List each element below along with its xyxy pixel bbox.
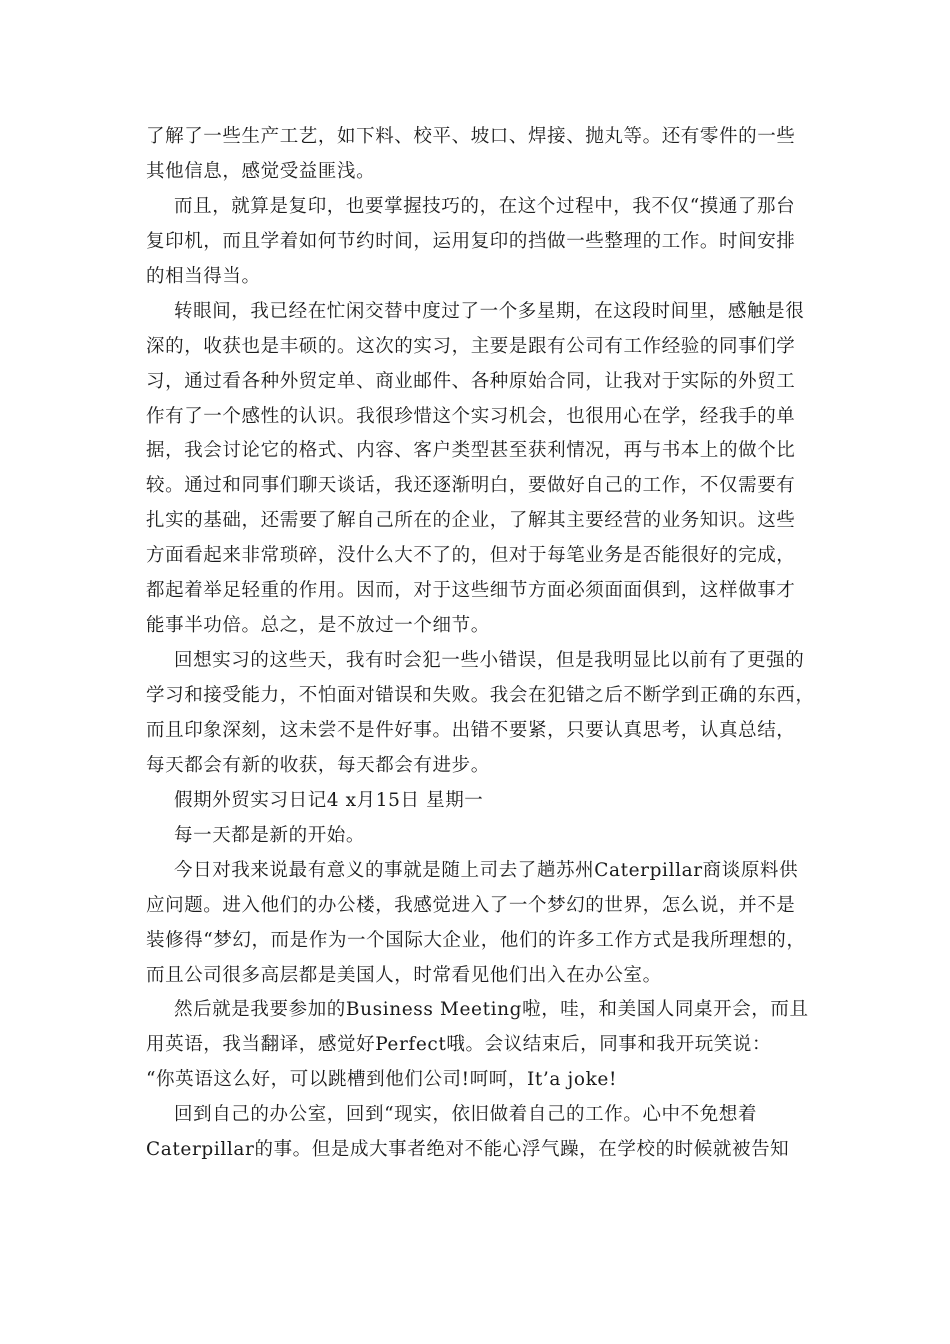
text-line: 每一天都是新的开始。: [174, 824, 366, 846]
text-line: 其他信息，感觉受益匪浅。: [146, 160, 376, 182]
text-line: 扎实的基础，还需要了解自己所在的企业，了解其主要经营的业务知识。这些: [146, 510, 796, 532]
text-line: 都起着举足轻重的作用。因而，对于这些细节方面必须面面俱到，这样做事才: [146, 580, 796, 602]
text-line: Caterpillar的事。但是成大事者绝对不能心浮气躁，在学校的时候就被告知: [146, 1139, 790, 1161]
text-line: 用英语，我当翻译，感觉好Perfect哦。会议结束后，同事和我开玩笑说：: [146, 1034, 772, 1056]
text-line: 学习和接受能力，不怕面对错误和失败。我会在犯错之后不断学到正确的东西，: [146, 685, 815, 706]
text-line: 方面看起来非常琐碎，没什么大不了的，但对于每笔业务是否能很好的完成，: [146, 545, 796, 567]
text-line: 今日对我来说最有意义的事就是随上司去了趟苏州Caterpillar商谈原料供: [174, 859, 799, 881]
text-line: 作有了一个感性的认识。我很珍惜这个实习机会，也很用心在学，经我手的单: [146, 405, 796, 427]
text-line: 转眼间，我已经在忙闲交替中度过了一个多星期，在这段时间里，感触是很: [174, 300, 805, 322]
text-line: 而且，就算是复印，也要掌握技巧的，在这个过程中，我不仅“摸通了那台: [174, 195, 796, 217]
text-line: 装修得“梦幻，而是作为一个国际大企业，他们的许多工作方式是我所理想的，: [146, 929, 806, 951]
text-line: 每天都会有新的收获，每天都会有进步。: [146, 754, 490, 776]
text-line: 复印机，而且学着如何节约时间，运用复印的挡做一些整理的工作。时间安排: [146, 230, 796, 252]
text-line: 然后就是我要参加的Business Meeting啦，哇，和美国人同桌开会，而且: [174, 999, 809, 1021]
document-body: [146, 120, 826, 1168]
text-line: 回想实习的这些天，我有时会犯一些小错误，但是我明显比以前有了更强的: [174, 650, 805, 672]
text-line: 应问题。进入他们的办公楼，我感觉进入了一个梦幻的世界，怎么说，并不是: [146, 894, 796, 916]
text-line: 了解了一些生产工艺，如下料、校平、坡口、焊接、抛丸等。还有零件的一些: [146, 126, 796, 147]
text-line: 而且印象深刻，这未尝不是件好事。出错不要紧，只要认真思考，认真总结，: [146, 719, 796, 741]
text-line: “你英语这么好，可以跳槽到他们公司!呵呵，It’a joke!: [146, 1069, 617, 1091]
text-line: 能事半功倍。总之，是不放过一个细节。: [146, 615, 490, 637]
text-line: 据，我会讨论它的格式、内容、客户类型甚至获利情况，再与书本上的做个比: [146, 440, 796, 462]
text-line: 假期外贸实习日记4 x月15日 星期一: [174, 789, 484, 811]
text-line: 深的，收获也是丰硕的。这次的实习，主要是跟有公司有工作经验的同事们学: [146, 335, 796, 357]
text-line: 而且公司很多高层都是美国人，时常看见他们出入在办公室。: [146, 964, 662, 986]
text-line: 习，通过看各种外贸定单、商业邮件、各种原始合同，让我对于实际的外贸工: [146, 370, 796, 392]
text-line: 的相当得当。: [146, 265, 261, 287]
text-line: 回到自己的办公室，回到“现实，依旧做着自己的工作。心中不免想着: [174, 1104, 758, 1126]
text-line: 较。通过和同事们聊天谈话，我还逐渐明白，要做好自己的工作，不仅需要有: [146, 475, 796, 497]
